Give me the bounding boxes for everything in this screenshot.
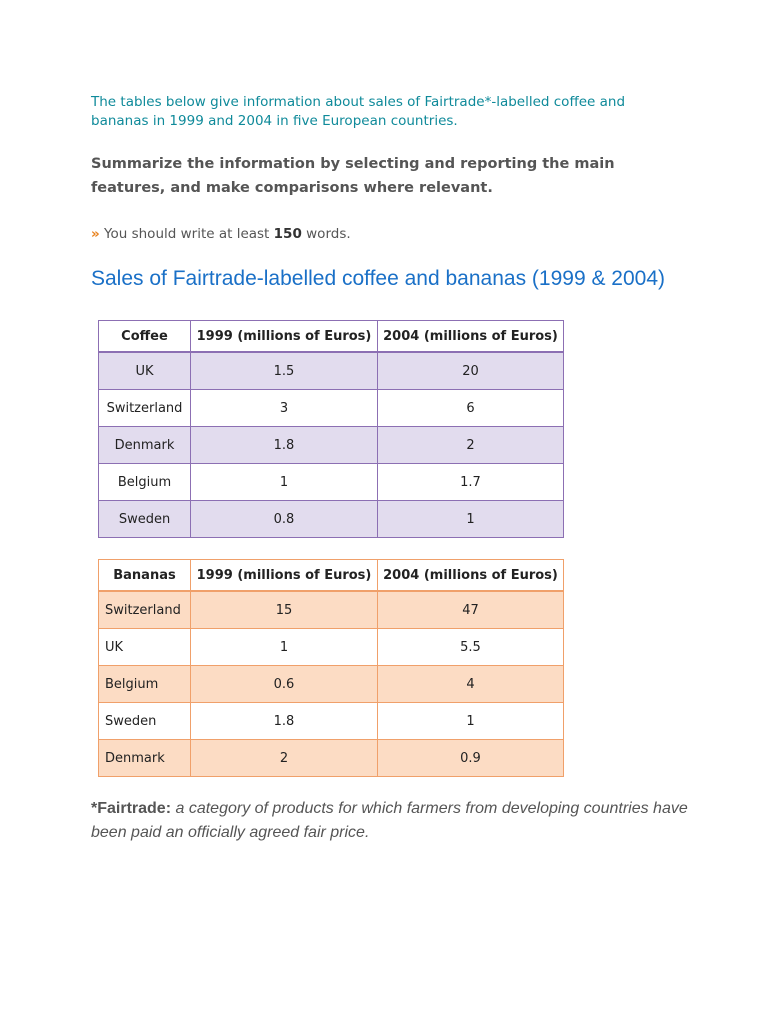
value-cell-1999: 15: [191, 591, 378, 629]
country-cell: Denmark: [99, 427, 191, 464]
country-cell: Switzerland: [99, 591, 191, 629]
bananas-header-cell: 2004 (millions of Euros): [378, 560, 564, 592]
coffee-header-cell: 1999 (millions of Euros): [191, 321, 378, 353]
value-cell-1999: 1.8: [191, 703, 378, 740]
table-row: [99, 629, 564, 666]
value-cell-2004: 1: [378, 501, 564, 538]
value-cell-1999: 1: [191, 464, 378, 501]
value-cell-1999: 2: [191, 740, 378, 777]
coffee-header-row: [99, 321, 564, 353]
value-cell-2004: 1.7: [378, 464, 564, 501]
arrow-icon: »: [91, 226, 100, 242]
note-prefix: You should write at least: [104, 226, 270, 242]
country-cell: Belgium: [99, 666, 191, 703]
task-instruction: Summarize the information by selecting and reporting the main features, and make comparisons where relevant.: [91, 156, 615, 196]
note-suffix: words.: [306, 226, 351, 242]
value-cell-1999: 1.8: [191, 427, 378, 464]
country-cell: Belgium: [99, 464, 191, 501]
value-cell-2004: 4: [378, 666, 564, 703]
value-cell-2004: 2: [378, 427, 564, 464]
value-cell-2004: 0.9: [378, 740, 564, 777]
footnote-term: *Fairtrade:: [91, 800, 172, 817]
value-cell-1999: 3: [191, 390, 378, 427]
footnote-definition: a category of products for which farmers from developing countries have been paid an officially agreed fair price.: [91, 800, 688, 841]
table-row: [99, 666, 564, 703]
country-cell: Sweden: [99, 501, 191, 538]
value-cell-2004: 20: [378, 352, 564, 390]
coffee-header-cell: Coffee: [99, 321, 191, 353]
country-cell: UK: [99, 629, 191, 666]
table-row: [99, 591, 564, 629]
bananas-header-row: [99, 560, 564, 592]
page-title: Sales of Fairtrade-labelled coffee and bananas (1999 & 2004): [91, 267, 666, 290]
table-row: [99, 501, 564, 538]
table-row: [99, 464, 564, 501]
bananas-table: [98, 559, 564, 777]
bananas-header-cell: Bananas: [99, 560, 191, 592]
country-cell: Switzerland: [99, 390, 191, 427]
table-row: [99, 427, 564, 464]
value-cell-2004: 6: [378, 390, 564, 427]
table-row: [99, 740, 564, 777]
country-cell: UK: [99, 352, 191, 390]
fairtrade-footnote: [91, 797, 691, 845]
value-cell-2004: 47: [378, 591, 564, 629]
coffee-header-cell: 2004 (millions of Euros): [378, 321, 564, 353]
value-cell-1999: 1.5: [191, 352, 378, 390]
value-cell-2004: 1: [378, 703, 564, 740]
bananas-header-cell: 1999 (millions of Euros): [191, 560, 378, 592]
country-cell: Sweden: [99, 703, 191, 740]
value-cell-1999: 0.8: [191, 501, 378, 538]
intro-text: The tables below give information about sales of Fairtrade*-labelled coffee and bananas in 1999 and 2004 in five European countries.: [91, 94, 626, 129]
word-count-note: [91, 225, 351, 244]
table-row: [99, 352, 564, 390]
table-row: [99, 390, 564, 427]
value-cell-2004: 5.5: [378, 629, 564, 666]
value-cell-1999: 0.6: [191, 666, 378, 703]
note-word-count: 150: [273, 226, 302, 242]
value-cell-1999: 1: [191, 629, 378, 666]
coffee-table: [98, 320, 564, 538]
table-row: [99, 703, 564, 740]
country-cell: Denmark: [99, 740, 191, 777]
